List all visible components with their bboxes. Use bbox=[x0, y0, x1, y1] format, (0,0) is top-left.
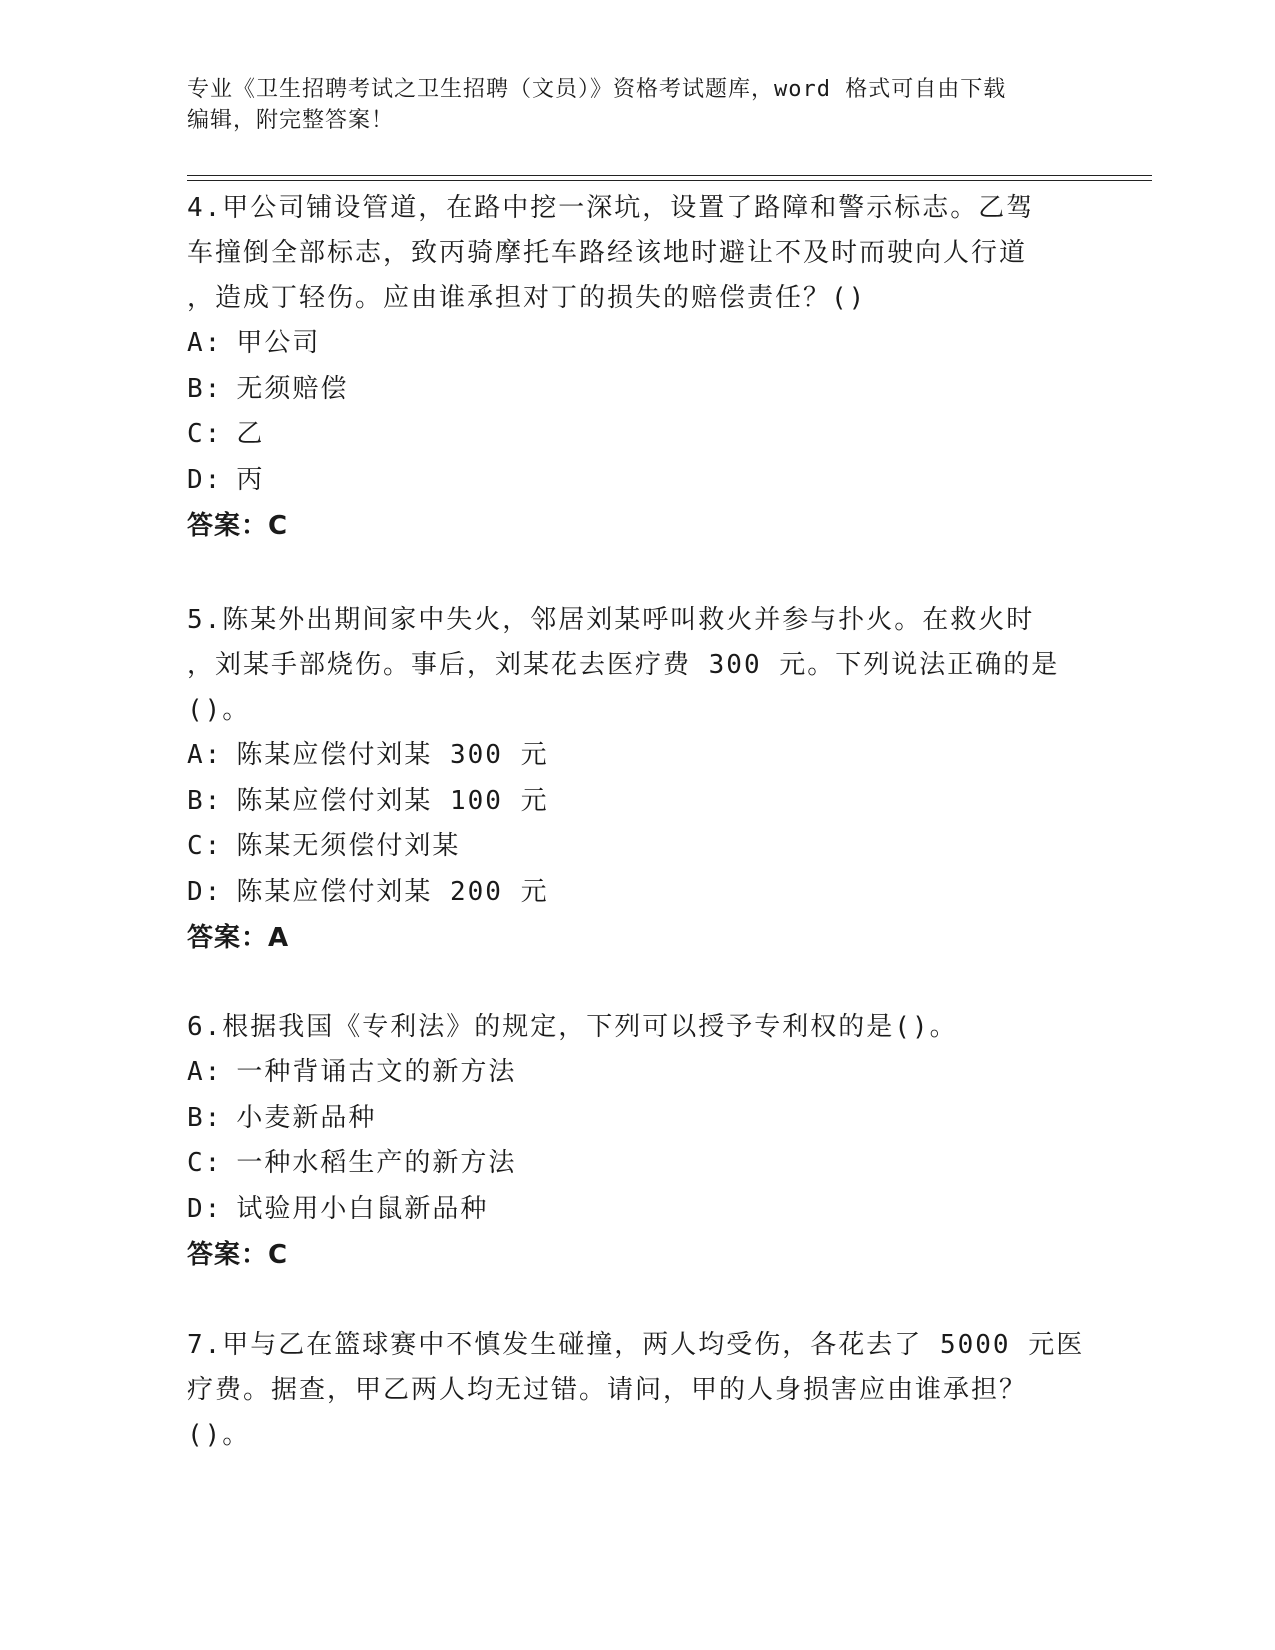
stem-line: ()。 bbox=[187, 695, 251, 725]
answer-line: 答案：C bbox=[187, 1240, 289, 1270]
option-d: D: 丙 bbox=[187, 464, 265, 495]
option-b: B: 无须赔偿 bbox=[187, 373, 349, 404]
option-b: B: 陈某应偿付刘某 100 元 bbox=[187, 785, 549, 816]
stem-line: 4.甲公司铺设管道，在路中挖一深坑，设置了路障和警示标志。乙驾 bbox=[187, 193, 1035, 223]
question-stem bbox=[187, 1005, 1087, 1050]
stem-line: ，造成丁轻伤。应由谁承担对丁的损失的赔偿责任？() bbox=[187, 283, 867, 313]
option-a: A: 陈某应偿付刘某 300 元 bbox=[187, 740, 549, 770]
answer-line: 答案：C bbox=[187, 511, 289, 541]
question-stem bbox=[187, 598, 1087, 733]
question-7 bbox=[187, 1323, 1087, 1458]
question-stem bbox=[187, 1323, 1087, 1458]
option-c: C: 一种水稻生产的新方法 bbox=[187, 1148, 517, 1178]
header-line-1: 专业《卫生招聘考试之卫生招聘（文员）》资格考试题库，word 格式可自由下载 bbox=[187, 77, 1007, 102]
stem-line: ，刘某手部烧伤。事后，刘某花去医疗费 300 元。下列说法正确的是 bbox=[187, 650, 1060, 680]
header-divider-top bbox=[187, 175, 1152, 176]
header-divider-bottom bbox=[187, 180, 1152, 181]
option-a: A: 一种背诵古文的新方法 bbox=[187, 1057, 517, 1087]
option-d: D: 陈某应偿付刘某 200 元 bbox=[187, 876, 549, 907]
header-line-2: 编辑，附完整答案！ bbox=[187, 108, 395, 133]
answer-line: 答案：A bbox=[187, 923, 290, 953]
stem-line: 车撞倒全部标志，致丙骑摩托车路经该地时避让不及时而驶向人行道 bbox=[187, 238, 1028, 268]
stem-line: 5.陈某外出期间家中失火，邻居刘某呼叫救火并参与扑火。在救火时 bbox=[187, 605, 1035, 635]
stem-line: 7.甲与乙在篮球赛中不慎发生碰撞，两人均受伤，各花去了 5000 元医 bbox=[187, 1330, 1085, 1360]
question-stem bbox=[187, 186, 1087, 321]
document-header bbox=[187, 74, 1077, 136]
question-4 bbox=[187, 186, 1087, 550]
option-a: A: 甲公司 bbox=[187, 328, 321, 358]
stem-line: ()。 bbox=[187, 1420, 251, 1450]
option-b: B: 小麦新品种 bbox=[187, 1102, 377, 1133]
stem-line: 疗费。据查，甲乙两人均无过错。请问，甲的人身损害应由谁承担？ bbox=[187, 1375, 1028, 1405]
option-d: D: 试验用小白鼠新品种 bbox=[187, 1193, 489, 1224]
question-5 bbox=[187, 598, 1087, 962]
stem-line: 6.根据我国《专利法》的规定，下列可以授予专利权的是()。 bbox=[187, 1012, 958, 1042]
question-6 bbox=[187, 1005, 1087, 1279]
option-c: C: 陈某无须偿付刘某 bbox=[187, 831, 461, 861]
option-c: C: 乙 bbox=[187, 419, 265, 449]
